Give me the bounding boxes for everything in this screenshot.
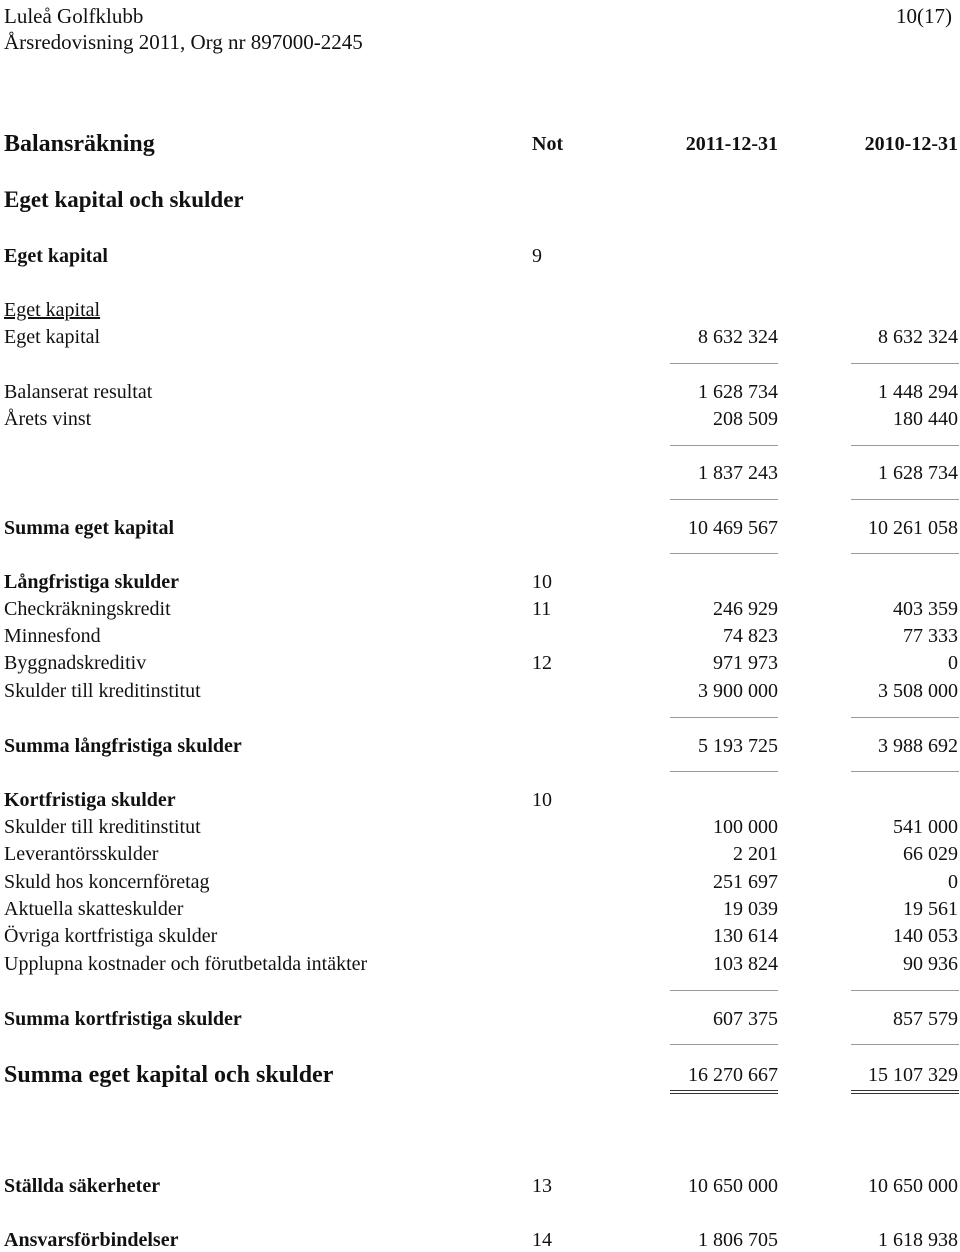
table-row [0,897,960,921]
value-2010: 0 [948,871,958,893]
divider [670,363,778,364]
row-label: Summa långfristiga skulder [4,735,242,757]
row-label: Kortfristiga skulder [4,789,176,811]
value-2011: 16 270 667 [688,1064,778,1086]
double-underline [670,1090,778,1091]
table-row [0,1174,960,1198]
value-2011: 103 824 [713,953,778,975]
table-row [0,570,960,594]
value-2010: 77 333 [903,625,958,647]
row-note: 11 [532,598,552,620]
value-2011: 208 509 [713,408,778,430]
note-column-header: Not [532,133,564,155]
double-underline [670,1093,778,1094]
table-row [0,298,960,322]
table-row [0,516,960,540]
row-label: Långfristiga skulder [4,571,180,593]
column-header-2011: 2011-12-31 [685,133,778,155]
row-label: Ställda säkerheter [4,1175,161,1197]
value-2011: 1 837 243 [698,462,778,484]
divider [851,553,959,554]
divider [670,771,778,772]
divider [851,499,959,500]
value-2011: 2 201 [733,843,778,865]
value-2010: 10 261 058 [868,517,958,539]
row-label: Ansvarsförbindelser [4,1229,179,1251]
row-note: 12 [532,652,552,674]
value-2010: 90 936 [903,953,958,975]
value-2011: 10 469 567 [688,517,778,539]
table-row [0,380,960,404]
double-underline [851,1093,959,1094]
table-row [0,815,960,839]
table-row [0,924,960,948]
divider [670,990,778,991]
table-row [0,679,960,703]
value-2011: 1 628 734 [698,381,778,403]
value-2011: 5 193 725 [698,735,778,757]
value-2010: 8 632 324 [878,326,958,348]
table-row [0,1007,960,1031]
value-2010: 403 359 [893,598,958,620]
value-2010: 66 029 [903,843,958,865]
divider [851,990,959,991]
table-row [0,1063,960,1087]
row-label: Eget kapital [4,326,101,348]
table-row [0,870,960,894]
table-row [0,624,960,648]
table-row [0,461,960,485]
row-label: Årets vinst [4,408,92,430]
row-label: Skulder till kreditinstitut [4,816,201,838]
table-row [0,597,960,621]
row-label: Minnesfond [4,625,101,647]
value-2011: 246 929 [713,598,778,620]
table-row [0,788,960,812]
row-label: Skulder till kreditinstitut [4,680,201,702]
value-2010: 0 [948,652,958,674]
value-2011: 971 973 [713,652,778,674]
row-label: Eget kapital [4,245,108,267]
row-label: Aktuella skatteskulder [4,898,184,920]
row-label: Eget kapital [4,299,101,321]
row-note: 13 [532,1175,552,1197]
table-row [0,325,960,349]
row-label: Summa kortfristiga skulder [4,1008,242,1030]
row-label: Byggnadskreditiv [4,652,147,674]
divider [851,1044,959,1045]
row-note: 9 [532,245,542,267]
table-header [0,132,960,156]
section-title: Eget kapital och skulder [4,187,244,212]
value-2011: 10 650 000 [688,1175,778,1197]
row-label: Summa eget kapital och skulder [4,1062,334,1088]
value-2011: 607 375 [713,1008,778,1030]
value-2010: 3 988 692 [878,735,958,757]
row-label: Leverantörsskulder [4,843,159,865]
table-row [0,1228,960,1252]
divider [851,445,959,446]
page-number: 10(17) [896,4,952,28]
value-2010: 1 618 938 [878,1229,958,1251]
value-2011: 3 900 000 [698,680,778,702]
row-note: 14 [532,1229,552,1251]
value-2010: 541 000 [893,816,958,838]
value-2011: 1 806 705 [698,1229,778,1251]
value-2011: 8 632 324 [698,326,778,348]
table-row [0,842,960,866]
divider [670,1044,778,1045]
divider [670,445,778,446]
value-2011: 100 000 [713,816,778,838]
value-2010: 140 053 [893,925,958,947]
row-label: Summa eget kapital [4,517,174,539]
divider [851,717,959,718]
double-underline [851,1090,959,1091]
section-title-row [0,188,960,212]
column-header-2010: 2010-12-31 [864,133,958,155]
row-label: Balanserat resultat [4,381,153,403]
divider [670,499,778,500]
table-row [0,651,960,675]
row-label: Övriga kortfristiga skulder [4,925,218,947]
value-2010: 1 448 294 [878,381,958,403]
row-note: 10 [532,571,552,593]
value-2010: 3 508 000 [878,680,958,702]
value-2011: 130 614 [713,925,778,947]
row-label: Upplupna kostnader och förutbetalda intäkter [4,953,368,975]
row-label: Skuld hos koncernföretag [4,871,210,893]
table-row [0,244,960,268]
table-row [0,952,960,976]
value-2010: 857 579 [893,1008,958,1030]
divider [670,717,778,718]
divider [851,363,959,364]
table-row [0,407,960,431]
divider [670,553,778,554]
row-label: Checkräkningskredit [4,598,171,620]
value-2011: 74 823 [723,625,778,647]
table-row [0,734,960,758]
value-2010: 1 628 734 [878,462,958,484]
value-2011: 19 039 [723,898,778,920]
value-2010: 10 650 000 [868,1175,958,1197]
value-2010: 180 440 [893,408,958,430]
report-subtitle: Årsredovisning 2011, Org nr 897000-2245 [4,30,363,54]
value-2010: 19 561 [903,898,958,920]
org-name: Luleå Golfklubb [4,4,144,28]
divider [851,771,959,772]
value-2011: 251 697 [713,871,778,893]
value-2010: 15 107 329 [868,1064,958,1086]
table-title: Balansräkning [4,131,155,157]
row-note: 10 [532,789,552,811]
